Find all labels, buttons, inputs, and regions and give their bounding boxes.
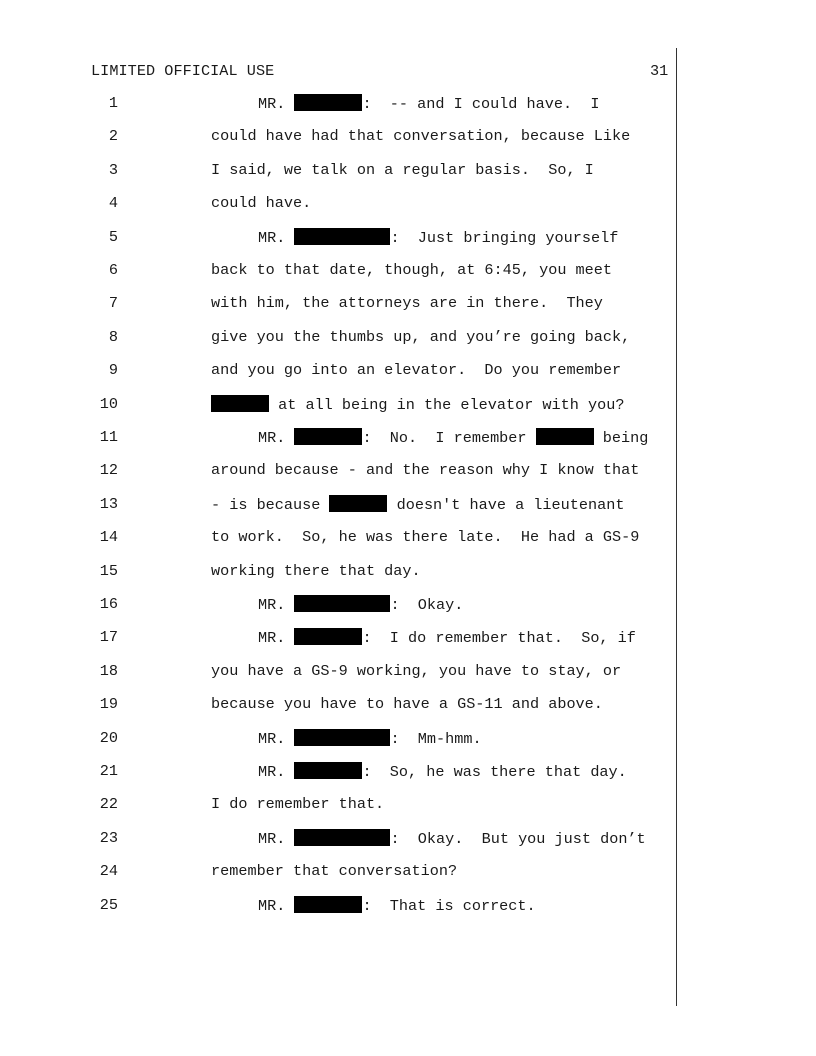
transcript-line [211,194,311,212]
line-text: : Okay. But you just don’t [390,830,646,848]
transcript-line [258,428,648,447]
transcript-line [258,729,482,748]
line-text: : Mm-hmm. [390,730,482,748]
line-text: MR. [258,629,295,647]
right-margin-rule [676,48,677,1006]
line-text: : Just bringing yourself [390,229,619,247]
line-number: 8 [108,328,118,346]
line-number: 4 [108,194,118,212]
line-text: doesn't have a lieutenant [387,496,625,514]
line-number: 5 [108,228,118,246]
transcript-line [211,127,630,145]
line-number: 13 [99,495,118,513]
line-text: remember that conversation? [211,862,458,880]
line-text: back to that date, though, at 6:45, you meet [211,261,613,279]
transcript-line [211,328,630,346]
transcript-line [211,461,639,479]
line-number: 16 [99,595,118,613]
transcript-line [258,829,646,848]
line-text: could have had that conversation, because Like [211,127,631,145]
line-text: - is because [211,496,330,514]
redaction-box [294,729,390,746]
redaction-box [294,628,362,645]
line-number: 2 [108,127,118,145]
transcript-line [211,294,603,312]
redaction-box [294,762,362,779]
transcript-line [211,662,621,680]
line-number: 18 [99,662,118,680]
transcript-line [258,762,627,781]
line-number: 21 [99,762,118,780]
redaction-box [294,595,390,612]
redaction-box [294,94,362,111]
transcript-line [211,361,621,379]
redaction-box [536,428,594,445]
line-number: 24 [99,862,118,880]
line-text: I said, we talk on a regular basis. So, I [211,161,594,179]
line-text: : That is correct. [362,897,536,915]
transcript-line [211,528,639,546]
transcript-line [211,261,612,279]
page-number: 31 [650,62,669,80]
transcript-line [258,595,463,614]
redaction-box [294,428,362,445]
transcript-line [258,94,599,113]
line-text: because you have to have a GS-11 and above. [211,695,603,713]
line-number: 7 [108,294,118,312]
line-text: MR. [258,229,295,247]
line-text: MR. [258,763,295,781]
line-text: I do remember that. [211,795,385,813]
transcript-line [258,628,636,647]
transcript-line [258,896,536,915]
transcript-line [211,495,624,514]
line-text: you have a GS-9 working, you have to stay, or [211,662,622,680]
transcript-line [211,562,421,580]
transcript-line [211,161,594,179]
line-number: 15 [99,562,118,580]
redaction-box [211,395,269,412]
transcript-line [211,862,457,880]
line-text: : -- and I could have. I [362,95,600,113]
classification-header: LIMITED OFFICIAL USE [91,62,275,80]
line-text: being [593,429,649,447]
transcript-line [211,695,603,713]
line-text: : No. I remember [362,429,536,447]
line-number: 14 [99,528,118,546]
line-text: with him, the attorneys are in there. They [211,294,603,312]
line-number: 6 [108,261,118,279]
line-text: MR. [258,429,295,447]
line-number: 9 [108,361,118,379]
line-text: MR. [258,596,295,614]
line-text: around because - and the reason why I know that [211,461,640,479]
line-number: 17 [99,628,118,646]
line-number: 12 [99,461,118,479]
line-text: MR. [258,897,295,915]
line-text: could have. [211,194,312,212]
redaction-box [329,495,387,512]
transcript-line [211,795,384,813]
line-text: give you the thumbs up, and you’re going back, [211,328,631,346]
line-text: and you go into an elevator. Do you remember [211,361,622,379]
line-text: MR. [258,830,295,848]
line-number: 22 [99,795,118,813]
line-text: MR. [258,95,295,113]
redaction-box [294,228,390,245]
line-number: 20 [99,729,118,747]
transcript-line [211,395,624,414]
line-number: 10 [99,395,118,413]
line-text: at all being in the elevator with you? [269,396,625,414]
line-text: : So, he was there that day. [362,763,627,781]
line-number: 11 [99,428,118,446]
line-number: 3 [108,161,118,179]
line-number: 1 [108,94,118,112]
line-text: MR. [258,730,295,748]
line-text: : I do remember that. So, if [362,629,636,647]
transcript-line [258,228,618,247]
line-text: to work. So, he was there late. He had a GS-9 [211,528,640,546]
line-text: : Okay. [390,596,464,614]
line-text: working there that day. [211,562,421,580]
line-number: 23 [99,829,118,847]
redaction-box [294,896,362,913]
line-number: 25 [99,896,118,914]
line-number: 19 [99,695,118,713]
redaction-box [294,829,390,846]
